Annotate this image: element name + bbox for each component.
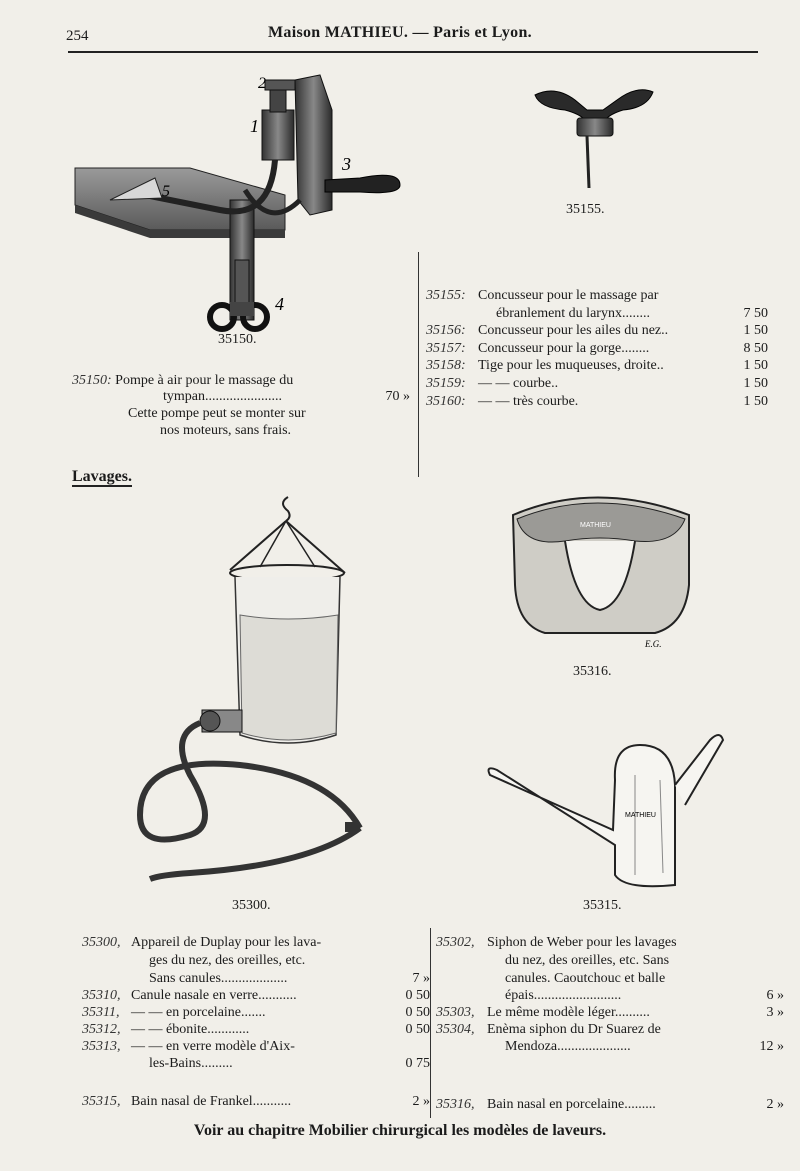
- figure-35150-illustration: [70, 70, 410, 340]
- page-number: 254: [66, 28, 89, 44]
- entry-35150-line4: nos moteurs, sans frais.: [160, 423, 292, 438]
- item-description: ébranlement du larynx........: [496, 305, 650, 321]
- callout-1: 1: [250, 116, 259, 136]
- item-price: 1 50: [743, 376, 768, 391]
- item-price: 1 50: [743, 358, 768, 374]
- item-price: 0 50: [405, 1022, 430, 1037]
- item-description: Bain nasal en porcelaine.........: [487, 1097, 656, 1112]
- item-description: ges du nez, des oreilles, etc.: [149, 953, 306, 968]
- item-reference: 35157:: [426, 340, 466, 356]
- entry-ref: 35150:: [72, 373, 112, 388]
- item-description: Concusseur pour la gorge........: [478, 340, 650, 356]
- callout-4: 4: [275, 294, 284, 314]
- item-reference: 35312,: [82, 1022, 121, 1037]
- item-price: 1 50: [743, 323, 768, 339]
- figure-35155-illustration: [525, 80, 665, 200]
- item-price: 0 50: [405, 1005, 430, 1020]
- figure-35315-caption: 35315.: [583, 898, 622, 913]
- item-price: 6 »: [766, 988, 784, 1003]
- figure-35316-caption: 35316.: [573, 664, 612, 679]
- page-header-title: Maison MATHIEU. — Paris et Lyon.: [268, 24, 532, 41]
- item-description: Bain nasal de Frankel...........: [131, 1094, 292, 1109]
- item-description: Sans canules...................: [149, 971, 288, 986]
- item-price: 8 50: [743, 340, 768, 356]
- item-reference: 35316,: [436, 1097, 475, 1112]
- item-reference: 35159:: [426, 376, 466, 391]
- item-description: — — très courbe.: [478, 393, 579, 409]
- figure-35316-illustration: [505, 485, 700, 655]
- item-reference: 35310,: [82, 988, 121, 1003]
- figure-35300-caption: 35300.: [232, 898, 271, 913]
- callout-3: 3: [342, 154, 351, 174]
- footer-note: Voir au chapitre Mobilier chirurgical les modèles de laveurs.: [193, 1122, 607, 1139]
- item-description: Enèma siphon du Dr Suarez de: [487, 1022, 661, 1037]
- entry-35150: [72, 372, 293, 390]
- item-price: 0 50: [405, 988, 430, 1003]
- entry-35150-price: 70 »: [385, 389, 410, 404]
- item-description: du nez, des oreilles, etc. Sans: [505, 953, 670, 968]
- item-description: Appareil de Duplay pour les lava-: [131, 935, 322, 950]
- item-price: 12 »: [759, 1039, 784, 1054]
- brand-mark-35315: MATHIEU: [625, 812, 656, 819]
- item-reference: 35155:: [426, 288, 466, 303]
- item-price: 7 50: [743, 305, 768, 321]
- callout-5: 5: [162, 183, 170, 200]
- item-description: — — en verre modèle d'Aix-: [131, 1039, 295, 1054]
- figure-35150-caption: 35150.: [218, 332, 257, 347]
- item-reference: 35156:: [426, 323, 466, 339]
- item-reference: 35160:: [426, 393, 466, 409]
- item-description: Canule nasale en verre...........: [131, 988, 297, 1003]
- item-price: 3 »: [766, 1005, 784, 1020]
- item-description: — — courbe..: [478, 376, 559, 391]
- item-reference: 35300,: [82, 935, 121, 950]
- item-description: Siphon de Weber pour les lavages: [487, 935, 677, 950]
- header-rule: [68, 51, 758, 53]
- item-description: Le même modèle léger..........: [487, 1005, 650, 1020]
- item-description: épais.........................: [505, 988, 622, 1003]
- entry-35150-line3: Cette pompe peut se monter sur: [128, 406, 306, 421]
- item-reference: 35303,: [436, 1005, 475, 1020]
- item-reference: 35315,: [82, 1094, 121, 1109]
- entry-35150-line2: tympan......................: [163, 389, 282, 404]
- column-divider-top: [418, 252, 419, 477]
- callout-2: 2: [258, 75, 266, 92]
- item-description: Concusseur pour le massage par: [478, 288, 659, 303]
- item-description: canules. Caoutchouc et balle: [505, 971, 666, 986]
- item-price: 1 50: [743, 393, 768, 409]
- figure-35315-illustration: [485, 725, 730, 895]
- item-description: Mendoza.....................: [505, 1039, 631, 1054]
- entry-text: Pompe à air pour le massage du: [115, 373, 294, 388]
- figure-35300-illustration: [130, 495, 370, 890]
- item-reference: 35158:: [426, 358, 466, 374]
- item-description: Tige pour les muqueuses, droite..: [478, 358, 664, 374]
- item-reference: 35313,: [82, 1039, 121, 1054]
- engraver-signature: E.G.: [645, 639, 662, 649]
- item-reference: 35302,: [436, 935, 475, 950]
- figure-35155-caption: 35155.: [566, 202, 605, 217]
- brand-mark-35316: MATHIEU: [580, 522, 611, 529]
- item-description: — — ébonite............: [131, 1022, 250, 1037]
- item-price: 0 75: [405, 1056, 430, 1071]
- item-price: 2 »: [412, 1094, 430, 1109]
- item-price: 2 »: [766, 1097, 784, 1112]
- column-divider-bottom: [430, 928, 431, 1118]
- item-reference: 35311,: [82, 1005, 120, 1020]
- item-description: Concusseur pour les ailes du nez..: [478, 323, 669, 339]
- item-description: les-Bains.........: [149, 1056, 233, 1071]
- item-description: — — en porcelaine.......: [131, 1005, 266, 1020]
- section-title-lavages: Lavages.: [72, 468, 132, 485]
- item-price: 7 »: [412, 971, 430, 986]
- item-reference: 35304,: [436, 1022, 475, 1037]
